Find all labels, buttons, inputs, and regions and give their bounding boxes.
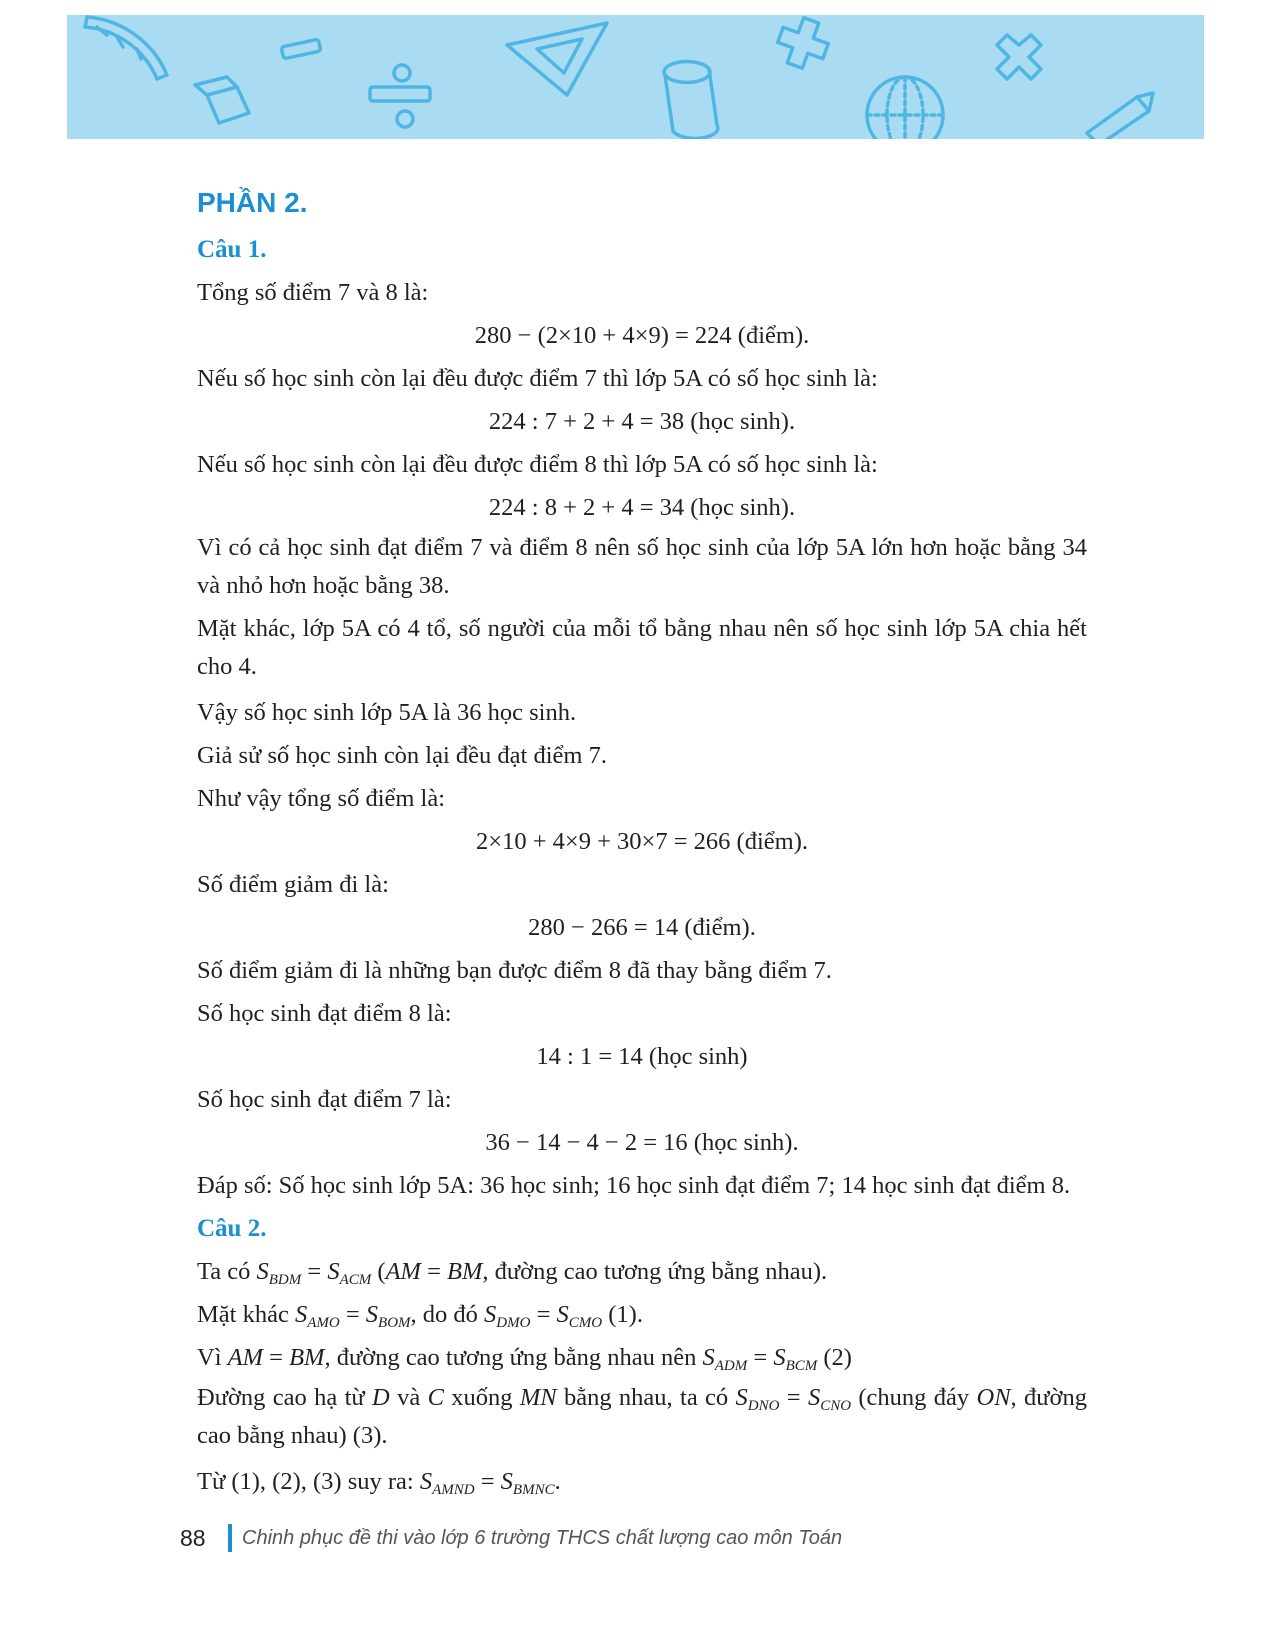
math: S: [484, 1301, 497, 1328]
pencil-icon: [1087, 93, 1153, 139]
text-line: [197, 1293, 1087, 1336]
text-line: Vậy số học sinh lớp 5A là 36 học sinh.: [197, 699, 577, 726]
math: D: [372, 1384, 390, 1411]
book-title: Chinh phục đề thi vào lớp 6 trường THCS chất lượng cao môn Toán: [242, 1527, 843, 1549]
page-number: 88: [180, 1525, 206, 1551]
math: S: [735, 1384, 748, 1411]
math: S: [256, 1258, 269, 1285]
subscript: AMND: [432, 1482, 475, 1498]
math: S: [773, 1344, 786, 1371]
minus-icon: [281, 39, 321, 59]
math: S: [365, 1301, 379, 1328]
plus-icon: [772, 15, 834, 74]
subscript: BOM: [378, 1315, 411, 1331]
text: (2): [817, 1344, 852, 1371]
subscript: DMO: [496, 1315, 531, 1331]
text: =: [530, 1301, 557, 1328]
math: ON: [976, 1384, 1011, 1411]
question-2-title: Câu 2.: [197, 1215, 267, 1242]
text-paragraph: Mặt khác, lớp 5A có 4 tổ, số người của mỗi tổ bằng nhau nên số học sinh lớp 5A chia hết cho 4.: [197, 615, 1087, 680]
text-line: Số điểm giảm đi là những bạn được điểm 8 đã thay bằng điểm 7.: [197, 957, 832, 984]
subscript: CNO: [820, 1398, 852, 1414]
text: =: [420, 1258, 448, 1285]
math: C: [427, 1384, 444, 1411]
subscript: BMNC: [512, 1482, 555, 1498]
math: AM: [385, 1258, 421, 1285]
times-icon: [997, 35, 1041, 79]
subscript: BCM: [785, 1358, 818, 1374]
text-line: Số học sinh đạt điểm 7 là:: [197, 1086, 452, 1113]
header-banner: [67, 15, 1204, 139]
footer-divider: [228, 1524, 232, 1552]
text: bằng nhau, ta có: [556, 1384, 736, 1411]
math: AM: [227, 1344, 263, 1371]
text: xuống: [443, 1384, 520, 1411]
text: =: [339, 1301, 366, 1328]
text: (chung đáy: [851, 1384, 977, 1411]
math: S: [327, 1258, 340, 1285]
text: Mặt khác: [197, 1301, 295, 1328]
section-title: PHẦN 2.: [197, 187, 308, 218]
text-paragraph: Vì có cả học sinh đạt điểm 7 và điểm 8 nên số học sinh của lớp 5A lớn hơn hoặc bằng 34 và nhỏ hơn hoặc bằng 38.: [197, 534, 1087, 599]
text: , đường cao bằng nhau) (3).: [197, 1384, 1088, 1449]
equation: 36 − 14 − 4 − 2 = 16 (học sinh).: [485, 1129, 799, 1156]
question-1-title: Câu 1.: [197, 236, 267, 263]
text-paragraph: [197, 1379, 1087, 1455]
text-line: Số học sinh đạt điểm 8 là:: [197, 1000, 452, 1027]
math: BM: [447, 1258, 483, 1285]
text: Ta có: [197, 1258, 257, 1285]
text-line: [197, 1460, 1087, 1503]
text-line: Như vậy tổng số điểm là:: [197, 785, 446, 812]
cylinder-icon: [664, 62, 718, 139]
math: S: [419, 1468, 433, 1495]
text-line: [197, 1250, 1087, 1293]
subscript: BDM: [268, 1272, 302, 1288]
math: S: [294, 1301, 308, 1328]
math: S: [702, 1344, 715, 1371]
math: S: [807, 1384, 821, 1411]
text: và: [389, 1384, 428, 1411]
text: Từ (1), (2), (3) suy ra:: [197, 1468, 420, 1495]
text: , do đó: [410, 1301, 485, 1328]
text: =: [301, 1258, 328, 1285]
subscript: CMO: [568, 1315, 603, 1331]
text: Đường cao hạ từ: [197, 1384, 373, 1411]
text: Vì: [197, 1344, 228, 1371]
text-line: Số điểm giảm đi là:: [197, 871, 389, 898]
text: , đường cao tương ứng bằng nhau nên: [324, 1344, 703, 1371]
equation: 280 − (2×10 + 4×9) = 224 (điểm).: [474, 322, 810, 349]
text: .: [554, 1468, 561, 1495]
math: MN: [519, 1384, 557, 1411]
text: =: [474, 1468, 501, 1495]
page-content: [197, 178, 1087, 1503]
math: BM: [289, 1344, 325, 1371]
text: =: [263, 1344, 290, 1371]
subscript: AMO: [307, 1315, 340, 1331]
math: S: [556, 1301, 569, 1328]
answer-line: Đáp số: Số học sinh lớp 5A: 36 học sinh; 16 học sinh đạt điểm 7; 14 học sinh đạt điểm 8.: [197, 1172, 1071, 1199]
cube-icon: [195, 77, 249, 123]
text: (: [371, 1258, 386, 1285]
text: =: [747, 1344, 774, 1371]
text-line: Nếu số học sinh còn lại đều được điểm 8 thì lớp 5A có số học sinh là:: [197, 451, 878, 478]
equation: 14 : 1 = 14 (học sinh): [536, 1043, 748, 1070]
text-line: Tổng số điểm 7 và 8 là:: [197, 279, 429, 306]
subscript: DNO: [747, 1398, 780, 1414]
divide-icon: [394, 65, 410, 81]
text: , đường cao tương ứng bằng nhau).: [482, 1258, 828, 1285]
subscript: ACM: [339, 1272, 372, 1288]
triangle-ruler-icon: [507, 23, 607, 95]
text-line: Nếu số học sinh còn lại đều được điểm 7 thì lớp 5A có số học sinh là:: [197, 365, 878, 392]
equation: 224 : 7 + 2 + 4 = 38 (học sinh).: [488, 408, 796, 435]
math: S: [500, 1468, 513, 1495]
equation: 280 − 266 = 14 (điểm).: [528, 914, 756, 941]
text-line: Giả sử số học sinh còn lại đều đạt điểm 7.: [197, 742, 607, 769]
subscript: ADM: [714, 1358, 748, 1374]
text: =: [779, 1384, 808, 1411]
math-doodles-icon: [67, 15, 1204, 139]
text-line: [197, 1336, 1087, 1379]
equation: 224 : 8 + 2 + 4 = 34 (học sinh).: [488, 494, 796, 521]
text: (1).: [602, 1301, 643, 1328]
equation: 2×10 + 4×9 + 30×7 = 266 (điểm).: [476, 828, 808, 855]
